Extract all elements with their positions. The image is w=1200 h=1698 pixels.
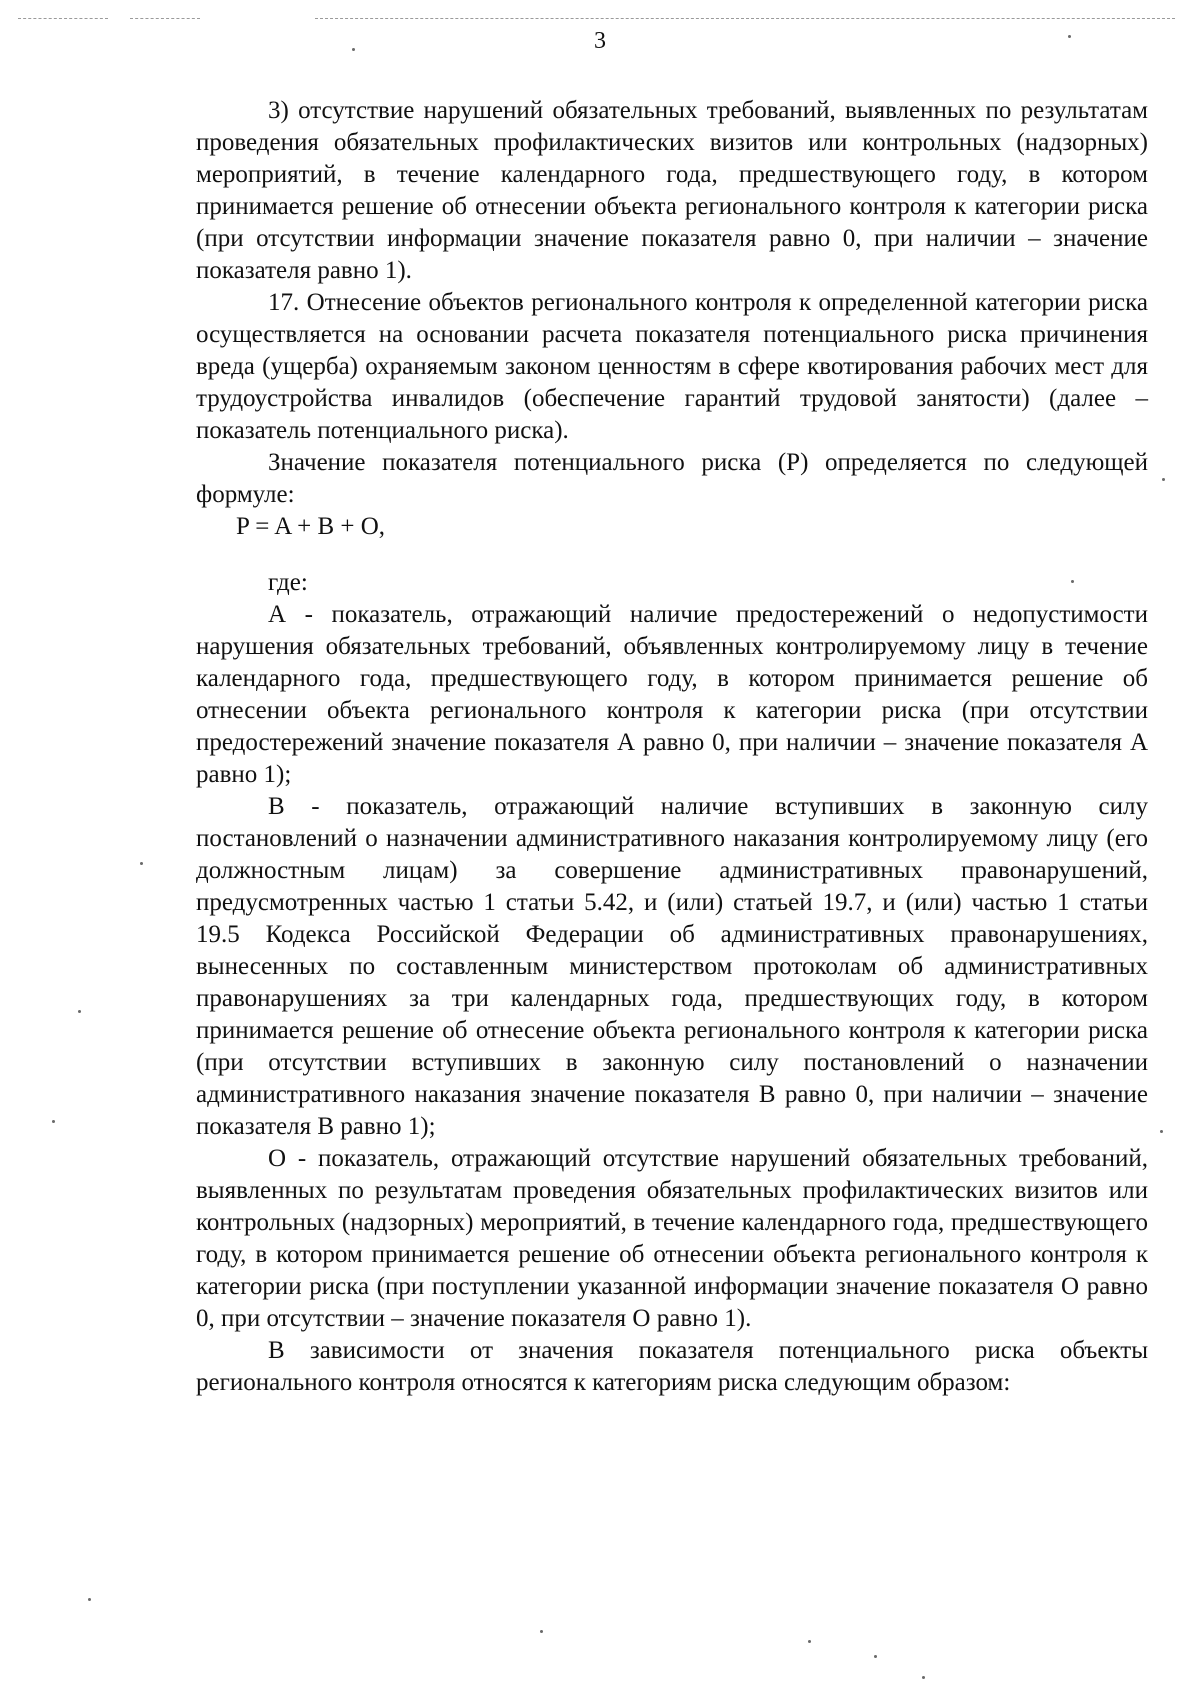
document-body <box>196 95 1148 1399</box>
scan-speck <box>540 1630 543 1633</box>
scan-speck <box>1160 1130 1163 1133</box>
page-number: 3 <box>594 28 606 54</box>
scan-edge-line-mid <box>130 18 200 19</box>
scan-speck <box>1162 478 1165 481</box>
definition-o: О - показатель, отражающий отсутствие нарушений обязательных требований, выявленных по результатам проведения обязательных профилактических визитов или контрольных (надзорных) мероприятий, в течение календарного года, предшествующего году, в котором принимается решение об отнесении объекта регионального контроля к категории риска (при поступлении указанной информации значение показателя О равно 0, при отсутствии – значение показателя О равно 1). <box>196 1145 1148 1332</box>
scan-speck <box>874 1655 877 1658</box>
definition-b: В - показатель, отражающий наличие вступивших в законную силу постановлений о назначении административного наказания контролируемому лицу (его должностным лицам) за совершение административных правонарушений, предусмотренных частью 1 статьи 5.42, и (или) статьей 19.7, и (или) частью 1 статьи 19.5 Кодекса Российской Федерации об административных правонарушениях, вынесенных по составленным министерством протоколам об административных правонарушениях за три календарных года, предшествующих году, в котором принимается решение об отнесение объекта регионального контроля к категории риска (при отсутствии вступивших в законную силу постановлений о назначении административного наказания значение показателя В равно 0, при наличии – значение показателя В равно 1); <box>196 793 1148 1140</box>
scan-speck <box>88 1598 91 1601</box>
scan-speck <box>922 1676 925 1679</box>
scan-speck <box>140 862 143 865</box>
paragraph-where: где: <box>268 569 308 596</box>
scan-speck <box>78 1010 81 1013</box>
paragraph-formula-intro: Значение показателя потенциального риска (P) определяется по следующей формуле: <box>196 449 1148 508</box>
paragraph-item-3: 3) отсутствие нарушений обязательных требований, выявленных по результатам проведения обязательных профилактических визитов или контрольных (надзорных) мероприятий, в течение календарного года, предшествующего году, в котором принимается решение об отнесении объекта регионального контроля к категории риска (при отсутствии информации значение показателя равно 0, при наличии – значение показателя равно 1). <box>196 97 1148 284</box>
scan-speck <box>1071 580 1074 583</box>
scan-edge-line-right <box>315 18 1175 19</box>
risk-formula: P = A + B + O, <box>236 513 386 540</box>
scan-speck <box>1068 35 1071 38</box>
paragraph-item-17: 17. Отнесение объектов регионального контроля к определенной категории риска осуществляется на основании расчета показателя потенциального риска причинения вреда (ущерба) охраняемым законом ценностям в сфере квотирования рабочих мест для трудоустройства инвалидов (обеспечение гарантий трудовой занятости) (далее – показатель потенциального риска). <box>196 289 1148 444</box>
paragraph-categories-intro: В зависимости от значения показателя потенциального риска объекты регионального контроля относятся к категориям риска следующим образом: <box>196 1337 1148 1396</box>
scan-speck <box>352 48 355 51</box>
definition-a: А - показатель, отражающий наличие предостережений о недопустимости нарушения обязательных требований, объявленных контролируемому лицу в течение календарного года, предшествующего году, в котором принимается решение об отнесении объекта регионального контроля к категории риска (при отсутствии предостережений значение показателя А равно 0, при наличии – значение показателя А равно 1); <box>196 601 1148 788</box>
scan-edge-line-left <box>18 18 108 19</box>
scan-speck <box>808 1640 811 1643</box>
scan-speck <box>52 1120 55 1123</box>
